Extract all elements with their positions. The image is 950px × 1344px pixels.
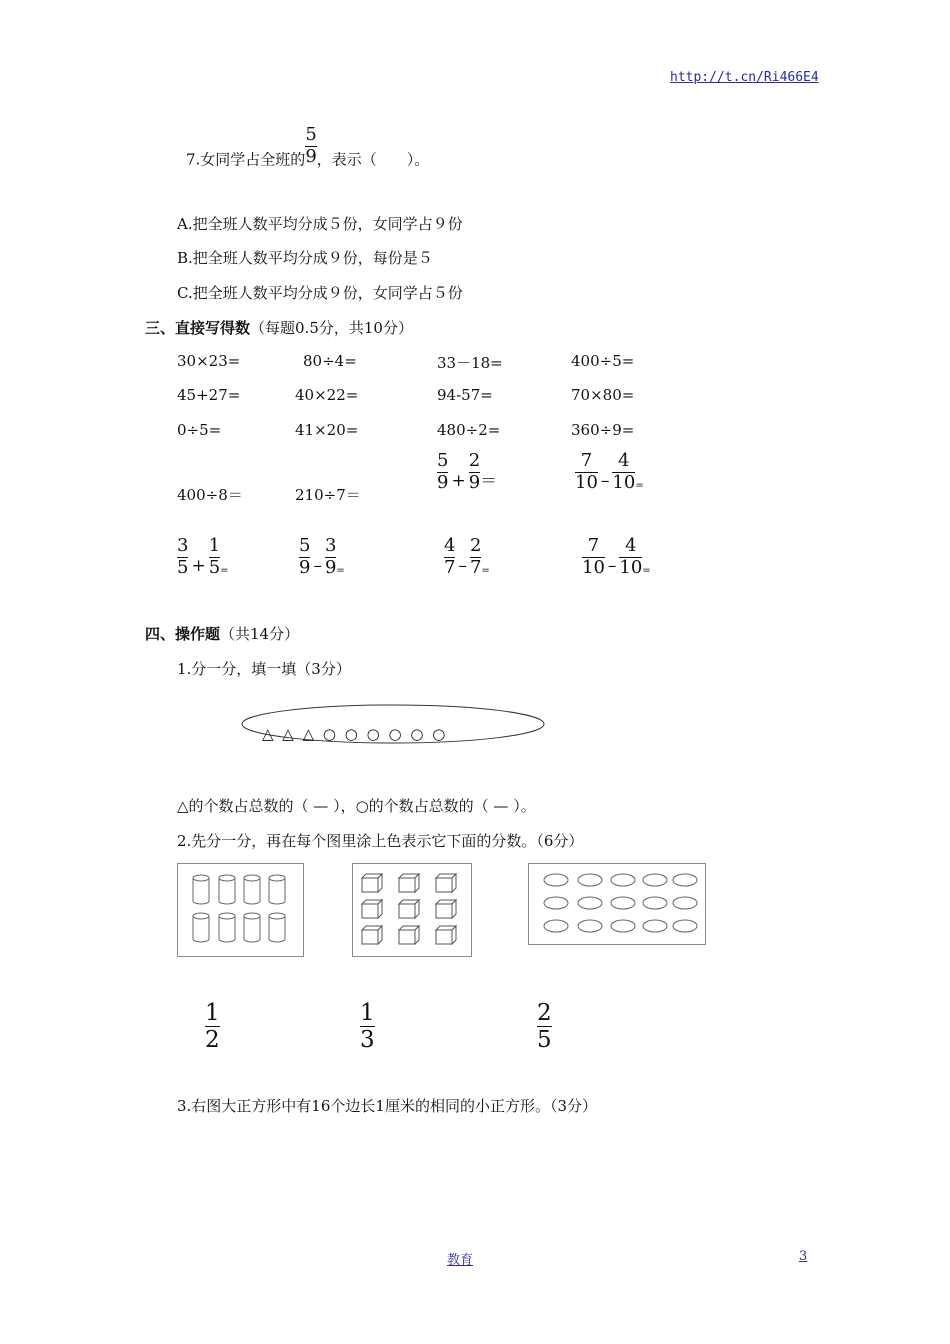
frac-den: 9 xyxy=(324,556,337,578)
q7-suffix: ，表示（ ）。 xyxy=(316,150,430,169)
operator: – xyxy=(458,556,467,577)
frac-num: 1 xyxy=(205,1000,220,1026)
section-4-heading xyxy=(145,623,299,644)
frac-num: 5 xyxy=(299,535,311,556)
calc-item: 41×20= xyxy=(295,421,359,439)
calc-item: 33－18= xyxy=(437,354,503,372)
equals-sign: = xyxy=(220,565,229,577)
q7-option-b: B.把全班人数平均分成９份，每份是５ xyxy=(177,249,433,267)
frac-den: 5 xyxy=(177,556,189,578)
equals-sign: = xyxy=(481,565,490,577)
frac-num: 2 xyxy=(537,1000,552,1026)
operator: + xyxy=(451,471,466,492)
cylinders-drawing xyxy=(177,863,303,956)
frac-num: 3 xyxy=(177,535,189,556)
frac-den: 9 xyxy=(468,471,481,493)
target-fraction xyxy=(360,1001,375,1052)
operator: + xyxy=(191,556,206,577)
q7-fraction xyxy=(305,126,316,167)
target-fraction xyxy=(537,1001,552,1052)
equals-sign: = xyxy=(635,480,644,492)
frac-num: 1 xyxy=(360,1000,375,1026)
frac-den: 10 xyxy=(612,471,636,493)
section-4-title: 四、操作题 xyxy=(145,625,221,643)
frac-den: 10 xyxy=(582,556,605,578)
q7-option-c: C.把全班人数平均分成９份，女同学占５份 xyxy=(177,284,463,302)
fraction-expression xyxy=(437,452,497,493)
frac-den: 7 xyxy=(469,556,482,578)
target-fraction xyxy=(205,1001,220,1052)
calc-item: 400÷5= xyxy=(571,352,635,370)
footer-link[interactable]: 教育 xyxy=(447,1253,474,1268)
calc-item: 400÷8＝ xyxy=(177,486,243,504)
fraction-expression xyxy=(582,537,651,578)
frac-den: 2 xyxy=(205,1027,220,1054)
calc-item: 210÷7＝ xyxy=(295,486,361,504)
frac-num: 4 xyxy=(444,535,456,556)
frac-num: 7 xyxy=(587,535,600,556)
q7-frac-num: 5 xyxy=(305,124,317,145)
q7-option-a: A.把全班人数平均分成５份，女同学占９份 xyxy=(177,215,463,233)
frac-num: 1 xyxy=(208,535,221,556)
calc-item: 80÷4= xyxy=(303,352,357,370)
frac-den: 5 xyxy=(537,1027,552,1054)
frac-num: 3 xyxy=(324,535,337,556)
calc-item: 45+27= xyxy=(177,386,241,404)
section-3-title: 三、直接写得数 xyxy=(145,319,251,337)
frac-den: 3 xyxy=(360,1027,375,1054)
frac-den: 9 xyxy=(299,556,311,578)
calc-item: 0÷5= xyxy=(177,421,222,439)
s4-q2-title: 2.先分一分，再在每个图里涂上色表示它下面的分数。（6分） xyxy=(177,832,584,850)
fraction-expression xyxy=(575,452,644,493)
question-7 xyxy=(186,126,429,169)
s4-q3-title: 3.右图大正方形中有16个边长1厘米的相同的小正方形。（3分） xyxy=(177,1097,597,1115)
calc-item: 360÷9= xyxy=(571,421,635,439)
fraction-expression xyxy=(444,537,490,578)
operator: – xyxy=(313,556,322,577)
section-4-note: （共14分） xyxy=(220,625,300,643)
frac-num: 4 xyxy=(618,450,630,471)
q7-prefix: 7.女同学占全班的 xyxy=(186,150,306,169)
calc-item: 480÷2= xyxy=(437,421,501,439)
page-number[interactable]: 3 xyxy=(799,1249,808,1264)
frac-num: 2 xyxy=(469,535,482,556)
equals-sign: ＝ xyxy=(480,471,498,492)
calc-item: 40×22= xyxy=(295,386,359,404)
fraction-expression xyxy=(177,537,229,578)
fraction-expression xyxy=(299,537,345,578)
frac-den: 10 xyxy=(575,471,598,493)
frac-den: 10 xyxy=(619,556,643,578)
ovals-drawing xyxy=(528,863,705,944)
frac-num: 4 xyxy=(625,535,637,556)
equals-sign: = xyxy=(642,565,651,577)
section-3-note: （每题0.5分，共10分） xyxy=(250,319,413,337)
frac-den: 9 xyxy=(437,471,449,493)
calc-item: 30×23= xyxy=(177,352,241,370)
s4-q1-title: 1.分一分，填一填（3分） xyxy=(177,660,351,678)
calc-item: 94-57= xyxy=(437,386,493,404)
equals-sign: = xyxy=(336,565,345,577)
frac-num: 2 xyxy=(468,450,481,471)
cubes-drawing xyxy=(352,863,471,956)
shapes-row: △ △ △ ○ ○ ○ ○ ○ ○ xyxy=(262,725,448,743)
frac-den: 5 xyxy=(208,556,221,578)
calc-item: 70×80= xyxy=(571,386,635,404)
operator: – xyxy=(600,471,610,492)
frac-den: 7 xyxy=(444,556,456,578)
frac-num: 5 xyxy=(437,450,449,471)
q7-frac-den: 9 xyxy=(305,145,317,167)
header-url-link[interactable]: http://t.cn/Ri466E4 xyxy=(670,70,819,85)
section-3-heading xyxy=(145,317,413,338)
frac-num: 7 xyxy=(580,450,593,471)
operator: – xyxy=(607,556,617,577)
s4-q1-answer-line: △的个数占总数的（ — ），○的个数占总数的（ — ）。 xyxy=(177,797,536,815)
